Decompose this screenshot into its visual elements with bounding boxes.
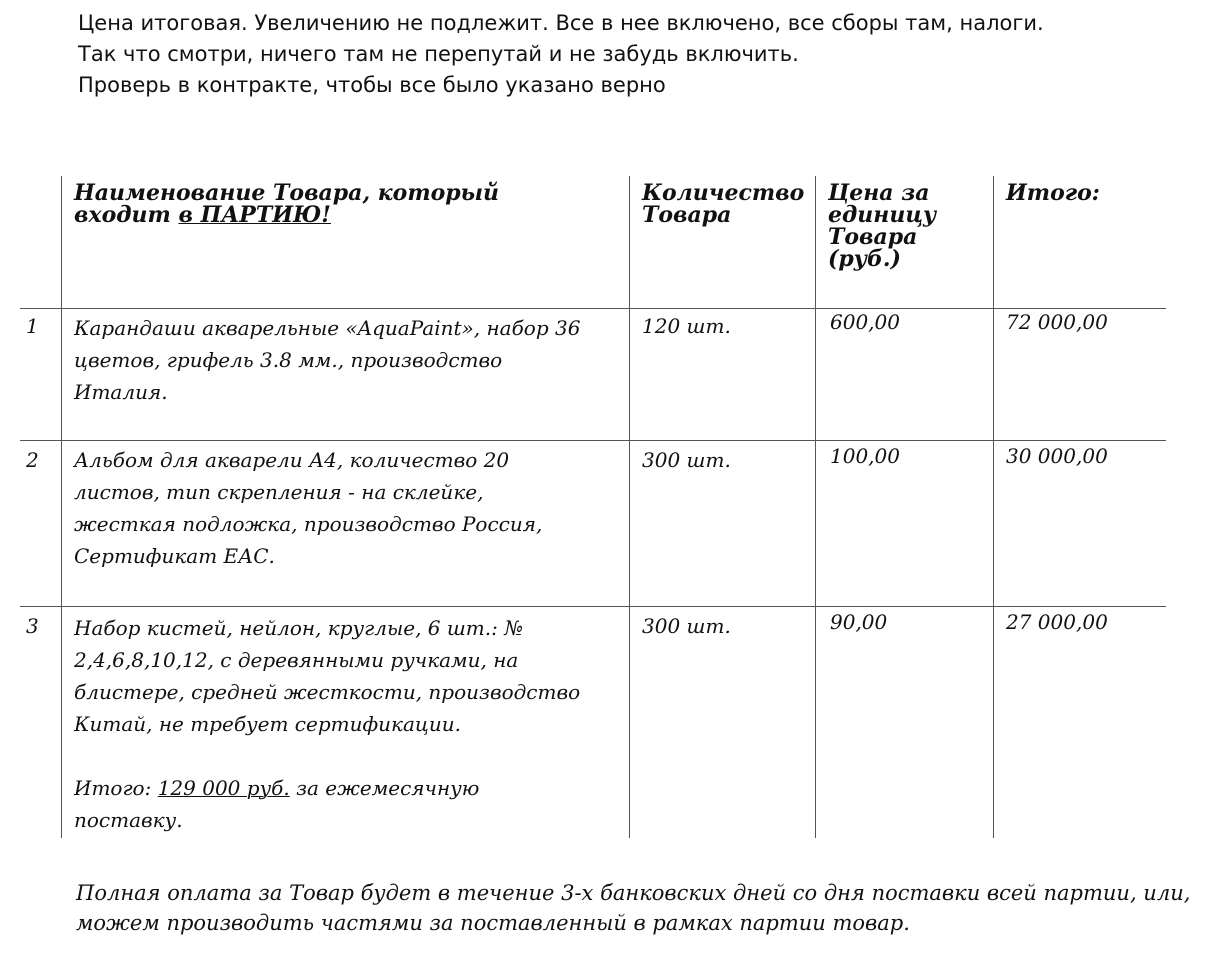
row-divider <box>20 440 1166 441</box>
table-row-item: Набор кистей, нейлон, круглые, 6 шт.: № 2,4,6,8,10,12, с деревянными ручками, на блистере, средней жесткости, производство Китай, не требует сертификации. Итого: 129 000 руб. за ежемесячную поставку. <box>74 612 626 836</box>
table-row-item: Карандаши акварельные «AquaPaint», набор 36 цветов, грифель 3.8 мм., производство Италия. <box>74 316 581 404</box>
intro-line-3: Проверь в контракте, чтобы все было указано верно <box>78 73 666 97</box>
header-quantity: Количество Товара <box>642 180 805 228</box>
column-divider <box>629 176 630 838</box>
price-cell: 100,00 <box>830 444 900 468</box>
table-row-item: Альбом для акварели А4, количество 20 листов, тип скрепления - на склейке, жесткая подложка, производство Россия, Сертификат ЕАС. <box>74 448 543 568</box>
quantity-cell: 300 шт. <box>642 448 731 472</box>
column-divider <box>993 176 994 838</box>
payment-note: Полная оплата за Товар будет в течение 3-х банковских дней со дня поставки всей партии, или, можем производить частями за поставленный в рамках партии товар. <box>76 881 1191 935</box>
total-cell: 27 000,00 <box>1006 610 1108 634</box>
intro-line-1: Цена итоговая. Увеличению не подлежит. Все в нее включено, все сборы там, налоги. <box>78 11 1044 35</box>
header-total: Итого: <box>1006 180 1100 206</box>
total-cell: 30 000,00 <box>1006 444 1108 468</box>
row-divider <box>20 606 1166 607</box>
intro-line-2: Так что смотри, ничего там не перепутай и не забудь включить. <box>78 42 799 66</box>
intro-text <box>78 8 1044 101</box>
header-product-name: Наименование Товара, который входит в ПАРТИЮ! <box>74 180 500 228</box>
summary-line: Итого: 129 000 руб. за ежемесячную <box>74 776 480 800</box>
header-unit-price: Цена за единицу Товара (руб.) <box>828 180 937 272</box>
column-divider <box>815 176 816 838</box>
row-number: 1 <box>26 314 39 338</box>
table-border-left <box>61 176 62 838</box>
row-divider <box>20 308 1166 309</box>
quantity-cell: 120 шт. <box>642 314 731 338</box>
price-cell: 600,00 <box>830 310 900 334</box>
total-cell: 72 000,00 <box>1006 310 1108 334</box>
summary-amount: 129 000 руб. <box>157 776 290 800</box>
quantity-cell: 300 шт. <box>642 614 731 638</box>
price-cell: 90,00 <box>830 610 888 634</box>
row-number: 2 <box>26 448 39 472</box>
row-number: 3 <box>26 614 39 638</box>
